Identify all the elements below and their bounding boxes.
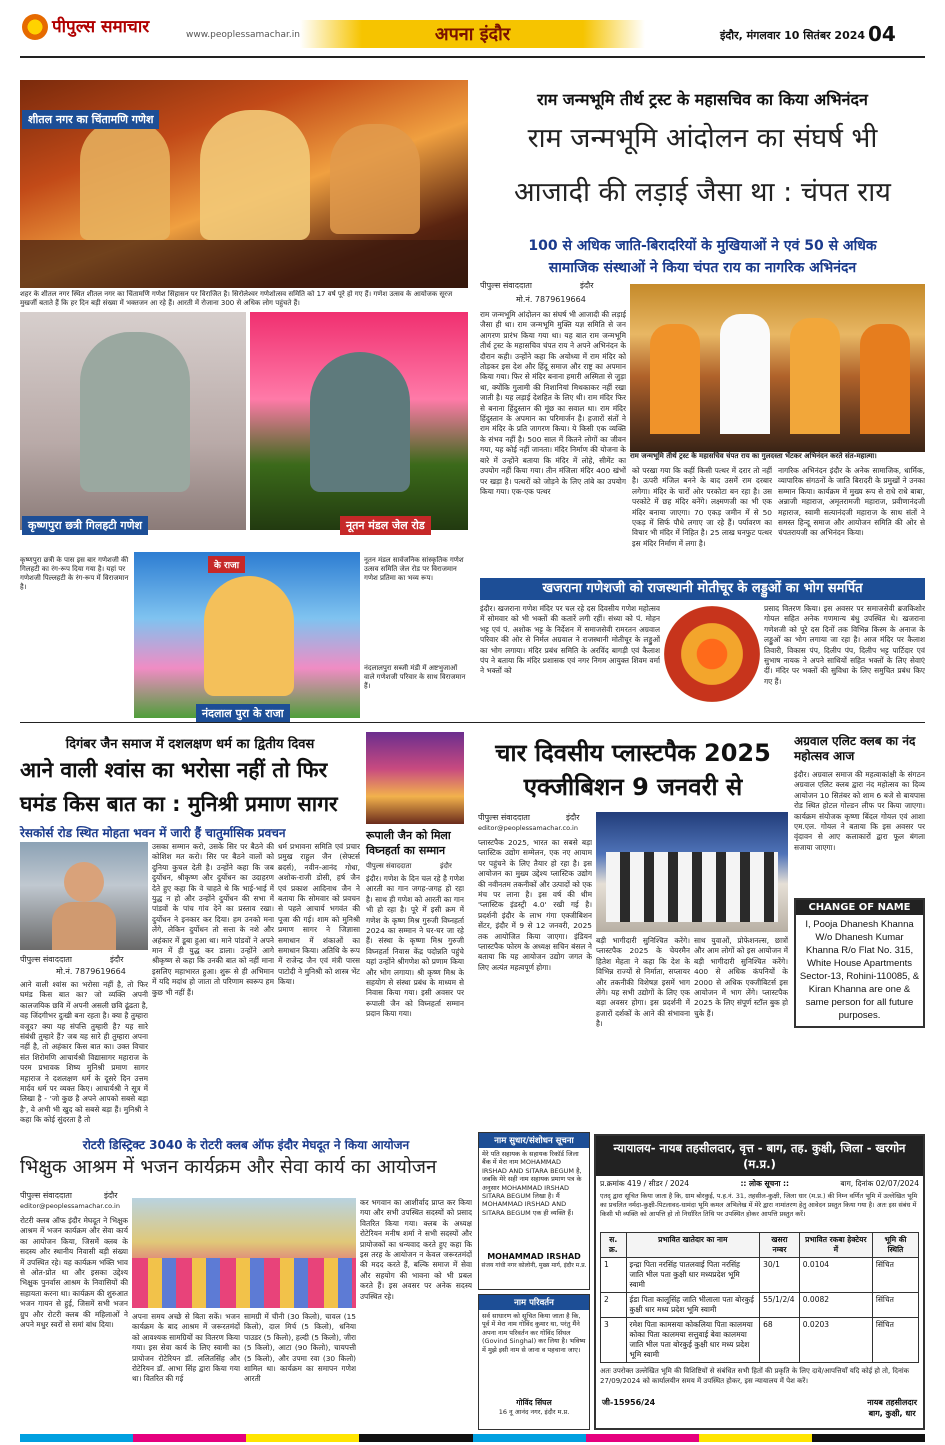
munishri-photo <box>20 842 148 950</box>
section-title: अपना इंदौर <box>434 24 511 45</box>
ram-headline-2: आजादी की लड़ाई जैसा था : चंपत राय <box>514 177 891 208</box>
rotary-headline: भिक्षुक आश्रम में भजन कार्यक्रम और सेवा कार्य का आयोजन <box>20 1156 437 1178</box>
court-notice <box>594 1134 925 1430</box>
section-rule <box>20 722 925 723</box>
rotary-kicker: रोटरी डिस्ट्रिक्ट 3040 के रोटरी क्लब ऑफ इंदौर मेघदूत ने किया आयोजन <box>82 1138 410 1152</box>
caption-nandlalpura: नंदलाल पुरा के राजा <box>196 704 290 723</box>
site-url[interactable]: www.peoplessamachar.in <box>186 30 300 40</box>
land-table-header-cell: खसरा नम्बर <box>760 1233 800 1258</box>
rotary-email[interactable]: editor@peoplessamachar.co.in <box>20 1202 120 1210</box>
table-row <box>601 1318 919 1363</box>
land-table-header-cell: स. क्र. <box>601 1233 627 1258</box>
jain-byline: पीपुल्स संवाददाता <box>20 955 72 964</box>
table-cell: 0.0104 <box>799 1258 872 1293</box>
plast-col-2: बड़ी भागीदारी सुनिश्चित करेंगे। प्लास्टपैक 2025 के चेयरमैन हितेश मेहता ने कहा कि देश के विभिन्न राज्यों से निर्माता, सप्लायर और तकनीकी विशेषज्ञ इसमें भाग लेंगे। यह सभी उद्योगों के लिए एक बड़ा अवसर होगा। इस प्रदर्शनी में हजारों दर्शकों के आने की संभावना है। <box>596 936 690 1029</box>
caption-krishnapura: कृष्णपुरा छत्री गिलहटी गणेश <box>22 516 148 535</box>
rotary-col-2: अपना समय अच्छे से बिता सकें। भजन कार्यक्रम के बाद आश्रम में जरूरतमंदों को आवश्यक सामग्रियों का वितरण किया गया। इस सेवा कार्य के लिए स्वामी का प्रायोजन रोटेरियन डॉ. ललितसिंह और रोटेरियन डॉ. आभा सिंह द्वारा किया गया था। वितरित की गई <box>132 1312 240 1384</box>
notice-title: नाम सुधार/संशोधन सूचना <box>479 1133 589 1148</box>
ram-city: इंदौर <box>580 281 594 290</box>
court-intro: एतद् द्वारा सूचित किया जाता है कि, ग्राम बोरकुई, प.ह.नं. 31, तहसील-कुक्षी, जिला धार (म.प्र.) की निम्न वर्णित भूमि में उल्लेखित भूमि का प्रचलित नर्मदा-कुक्षी-पिटलावद-धामंदा भूमि कमल अभिलेख में मेरे द्वारा नामांतरण हेतु आवेदन प्रस्तुत किया गया है। अतः इस संबंध में किसी भी व्यक्ति को आपत्ति हो तो निर्धारित तिथि पर उपस्थित होकर आपत्ति प्रस्तुत करें। <box>600 1192 918 1218</box>
ganesh-photo-krishnapura <box>20 312 246 530</box>
rotary-col-4: कर भगवान का आशीर्वाद प्राप्त कर किया गया और सभी उपस्थित सदस्यों को प्रसाद वितरित किया गया। क्लब के अध्यक्ष रोटेरियन मनीष शर्मा ने सभी सदस्यों और प्रायोजकों का धन्यवाद करते हुए कहा कि इस तरह के आयोजन न केवल जरूरतमंदों की मदद करते हैं, बल्कि समाज में सेवा और सहयोग की भावना को भी प्रबल करते हैं। इस अवसर पर अनेक सदस्य उपस्थित रहे। <box>360 1198 472 1301</box>
ram-sub-1: 100 से अधिक जाति-बिरादरियों के मुखियाओं ने एवं 50 से अधिक <box>528 238 877 254</box>
table-cell: सिंचित <box>872 1293 918 1318</box>
ram-kicker: राम जन्मभूमि तीर्थ ट्रस्ट के महासचिव का किया अभिनंदन <box>537 90 868 109</box>
jain-headline-2: घमंड किस बात का : मुनिश्री प्रमाण सागर <box>20 792 338 816</box>
table-cell: 3 <box>601 1318 627 1363</box>
jain-kicker: दिगंबर जैन समाज में दशलक्षण धर्म का द्वितीय दिवस <box>65 737 315 752</box>
change-of-name-title: CHANGE OF NAME <box>796 900 923 915</box>
rupali-city: इंदौर <box>440 862 452 870</box>
land-table-header <box>601 1233 919 1258</box>
jain-headline-1: आने वाली श्वांस का भरोसा नहीं तो फिर <box>20 758 328 782</box>
court-notice-label: :: लोक सूचना :: <box>740 1179 789 1188</box>
khajrana-col-2: प्रसाद वितरण किया। इस अवसर पर समाजसेवी ब्रजकिशोर गोयल सहित अनेक गणमान्य बंधु उपस्थित थे। खजराना गणेशजी को पूरे दस दिनों तक विभिन्न किस्म के अनाज के लड्डुओं का भोग लगाया जा रहा है। आज मंदिर पर कैलाश तिवारी, विकास पंप, दिलीप पंप, दिलीप भट्ट पार्टिदार एवं सुभाष नायक ने अपने साथियों सहित भक्तों के लिए सेवाएं दीं। मंदिर पर भक्तों की सुविधा के लिए समुचित प्रबंध किए गए हैं। <box>764 604 925 686</box>
table-cell: 2 <box>601 1293 627 1318</box>
ram-headline-1: राम जन्मभूमि आंदोलन का संघर्ष भी <box>527 123 878 154</box>
notice-body-2: सर्व साधारण को सूचित किया जाता है कि, पूर्व में मेरा नाम गोविंद कुमार था, परंतु मैंने अपना नाम परिवर्तन कर गोविंद सिंघल (Govind Singhal) कर लिया है। भविष्य में मुझे इसी नाम से जाना व पहचाना जाए। <box>482 1312 586 1354</box>
table-cell: इन्द्रा पिता नरसिंह पातलवाई पिता नरसिंह जाति भील पता कुक्षी धार मध्यप्रदेश भूमि स्वामी <box>626 1258 760 1293</box>
notice-addr: संजय गांधी नगर कोलोनी, मुख्य मार्ग, इंदौर म.प्र. <box>481 1262 587 1269</box>
table-row <box>601 1258 919 1293</box>
masthead <box>0 0 945 56</box>
table-cell: ईडा पिता कालूसिंह जाति भीलाला पता बोरकुई कुक्षी धार मध्य प्रदेश भूमि स्वामी <box>626 1293 760 1318</box>
rotary-col-3: सामग्री में चीनी (30 किलो), चावल (15 किलो), दाल मिर्च (5 किलो), धनिया पाउडर (5 किलो), हल्दी (5 किलो), जीरा (5 किलो), आटा (90 किलो), चायपत्ती (5 किलो), और उपमा रवा (30 किलो) शामिल था। कार्यक्रम का समापन गणेश आरती <box>244 1312 356 1384</box>
table-cell: 68 <box>760 1318 800 1363</box>
court-sign: नायब तहसीलदार <box>867 1398 917 1407</box>
table-cell: 0.0082 <box>799 1293 872 1318</box>
table-cell: सिंचित <box>872 1318 918 1363</box>
court-footer: अतः उपरोक्त उल्लेखित भूमि की विशिष्टियों से संबंधित सभी हितों की प्रकृति के लिए दावे/आपत्तियाँ यदि कोई हो तो, दिनांक 27/09/2024 को कार्यालयीन समय में उपस्थित होकर, इस न्यायालय में पेश करें। <box>600 1367 910 1385</box>
page-number: 04 <box>868 22 896 46</box>
rupali-title: रूपाली जैन को मिला विघ्नहर्ता का सम्मान <box>366 829 451 857</box>
ram-sub-2: सामाजिक संस्थाओं ने किया चंपत राय का नागरिक अभिनंदन <box>548 260 857 276</box>
rupali-photo <box>366 732 464 824</box>
table-cell: रमेश पिता कामसया कोकलिया पिता कालमया कोका पिता कालमया सत्तुवाई बेवा कालमया जाति भील पता बोरकुई कुक्षी धार मध्य प्रदेश भूमि स्वामी <box>626 1318 760 1363</box>
khajrana-ganesh-photo <box>664 606 760 702</box>
notice-name: MOHAMMAD IRSHAD <box>487 1252 581 1261</box>
name-change-notice <box>478 1294 590 1430</box>
change-of-name-box <box>794 898 925 1028</box>
plast-col-1: प्लास्टपैक 2025, भारत का सबसे बड़ा प्लास्टिक उद्योग सम्मेलन, एक नए आयाम पर पहुंचने के लिए तैयार हो रहा है। इस आयोजन का मुख्य उद्देश्य प्लास्टिक उद्योग की नवीनतम तकनीकों और उत्पादों को एक मंच पर लाना है। इस वर्ष की थीम 'प्लास्टिक इंडस्ट्री 4.0' रखी गई है। प्रदर्शनी इंदौर के लाभ गंगा एक्जीबिशन सेंटर, इंदौर में 9 से 12 जनवरी, 2025 तक आयोजित किया जाएगा। इंडियन प्लास्टपैक फोरम के अध्यक्ष सचिन बंसल ने बताया कि यह आयोजन उद्योग जगत के लिए अत्यंत महत्वपूर्ण होगा। <box>478 838 592 972</box>
land-table-header-cell: भूमि की स्थिति <box>872 1233 918 1258</box>
ram-byline: पीपुल्स संवाददाता <box>480 281 532 290</box>
khajrana-col-1: इंदौर। खजराना गणेश मंदिर पर चल रहे दस दिवसीय गणेश महोत्सव में सोमवार को भी भक्तों की कतारें लगी रहीं। संध्या को पं. मोहन भट्ट एवं पं. अशोक भट्ट के निर्देशन में समाजसेवी रामरतन अग्रवाल परिवार की ओर से निर्मल अग्रवाल ने राजस्थानी मोतीचूर के लड्डुओं का भोग लगाया। मंदिर प्रबंध समिति के अरविंद बागड़ी एवं कैलाश पंप ने बताया कि मंदिर प्रशासक एवं नगर निगम आयुक्त शिवम वर्मा ने भक्तों को <box>480 604 660 676</box>
caption-nutan-mandal: नूतन मंडल जेल रोड <box>340 516 431 535</box>
ram-col-3: नागरिक अभिनंदन इंदौर के अनेक सामाजिक, धार्मिक, व्यापारिक संगठनों के जाति बिरादरी के प्रमुखों ने उनका सम्मान किया। कार्यक्रम में मुख्य रूप से राधे राधे बाबा, अन्नाजी महाराज, अमृतरामजी महाराज, प्रवीणानंदजी महाराज, स्वामी सत्यानंदजी महाराज के साथ संतों ने समस्त हिन्दू समाज और आयोजन समिति की ओर से चंपतरायजी का अभिनंदन किया। <box>778 466 925 538</box>
table-cell: 55/1/2/4 <box>760 1293 800 1318</box>
notice-sign-addr: 16 नू आनंद नगर, इंदौर म.प्र. <box>498 1408 570 1416</box>
note-krishnapura: कृष्णपुरा छत्री के पास इस बार गणेशजी की गिलहटी का रंग-रूप दिया गया है। यहां पर गणेशजी पिल्लहटी के रंग-रूप में विराजमान है। <box>20 556 129 591</box>
court-date: बाग, दिनांक 02/07/2024 <box>840 1179 919 1188</box>
jain-col-1: आने वाली श्वांस का भरोसा नहीं है, तो फिर घमंड किस बात का? जो व्यक्ति अपनी कालजयिक छवि में अपनी असली छवि ढूंढता है, वह जिंदगीभर दुःखी बना रहता है। क्या है तुम्हारा वजूद? क्या यह संपत्ति तुम्हारी है? यह सारे संबंधी तुम्हारे हैं? जब यह सारे ही तुम्हारा अपना नहीं है, तो अहंकार किस बात का। उक्त विचार संत शिरोमणि आचार्यश्री विद्यासागर महाराज के परम प्रभावक शिष्य मुनिश्री प्रमाण सागर महाराज ने दशलक्षण धर्म के दूसरे दिन उत्तम मार्दव धर्म पर व्यक्त किए। आचार्यश्री ने सूत्र में लिखा है - 'जो कुछ है अपने आपको सबसे बड़ा है', वे अभी भी खुद को सबसे बड़ा हैं। मुनिश्री ने कहा कि कोई सुंदरता है तो <box>20 980 148 1125</box>
plast-email[interactable]: editor@peoplessamachar.co.in <box>478 824 578 832</box>
rotary-city: इंदौर <box>104 1191 118 1200</box>
ram-col-2: को परखा गया कि कहीं किसी पत्थर में दरार तो नहीं है। ऊपरी मंजिल बनने के बाद उसमें राम दरबार लगेगा। मंदिर के चारों ओर परकोटा बन रहा है। उस परकोटे में छह मंदिर बनेंगे। लक्ष्मणजी का भी एक मंदिर बनाया जाएगा। 70 एकड़ जमीन में से 50 एकड़ में सिर्फ पौधे लगाए जा रहे हैं। पर्यावरण का विचार भी मंदिर में निहित है। 25 लाख घनफुट पत्थर इस मंदिर निर्माण में लगा है। <box>632 466 772 548</box>
rotary-photo <box>132 1198 356 1308</box>
court-sign-2: बाग, कुक्षी, धार <box>868 1409 916 1418</box>
plast-headline-2: एक्जीबिशन 9 जनवरी से <box>523 773 743 801</box>
notice-title-2: नाम परिवर्तन <box>479 1295 589 1310</box>
jain-sub: रेसकोर्स रोड स्थित मोहता भवन में जारी हैं चातुर्मासिक प्रवचन <box>20 826 286 840</box>
header-rule <box>20 56 925 58</box>
jain-col-3: धर्म प्रभावना समिति एवं प्रचार प्रमुख राहुल जैन (सेफ्टर्स ब्रदर्स), नवीन-आनंद गोधा, अशोक-राजी डोसी, हर्ष जैन एवं प्रकाश आदिनाथ जैन ने बताया कि सोमवार को प्रवचन से पहले आचार्य भगवंत की पूजा की गई। शाम को मुनिश्री प्रमाण सागर ने जिज्ञासा समाधान में शंकाओं का समाधान किया। अतिथि के रूप में राजेन्द्र जैन एवं मंत्री पारस पाटोदी ने मुनिश्री को शास्त्र भेंट किया। <box>278 842 360 987</box>
land-table-header-cell: प्रभावित रकबा हेक्टेयर में <box>799 1233 872 1258</box>
table-cell: सिंचित <box>872 1258 918 1293</box>
plast-col-3: साथ युवाओं, प्रोफेशनल्स, छात्रों और आम लोगों को इस आयोजन में बड़ी भागीदारी सुनिश्चित करेंगे। 400 से अधिक कंपनियों के 2000 से अधिक एक्जीबिटर्स इस आयोजन में भाग लेंगे। प्लास्टपैक 2025 के लिए संपूर्ण स्टॉल बुक हो चुके हैं। <box>694 936 788 1018</box>
rupali-byline: पीपुल्स संवाददाता <box>366 862 412 870</box>
rotary-col-1: रोटरी क्लब ऑफ इंदौर मेघदूत ने भिक्षुक आश्रम में भजन कार्यक्रम और सेवा कार्य का आयोजन किया, जिसमें क्लब के सदस्य और स्थानीय निवासी बड़ी संख्या में उपस्थित रहे। यह कार्यक्रम भक्ति भाव से ओत-प्रोत था और इसका उद्देश्य भिक्षुक पुनर्वास आश्रम के निवासियों की सहायता करना था। कार्यक्रम की शुरुआत भजन गायन से हुई, जिसमें सभी भजन ग्रुप और रोटरी क्लब की महिलाओं ने अपने मधुर स्वरों से समां बांध दिया। <box>20 1216 128 1330</box>
jain-city: इंदौर <box>110 955 124 964</box>
agrawal-headline: अग्रवाल एलिट क्लब का नंद महोत्सव आज <box>794 734 916 763</box>
name-correction-notice <box>478 1132 590 1290</box>
ram-mobile: मो.नं. 7879619664 <box>516 295 586 304</box>
ram-photo <box>630 284 925 452</box>
land-table-header-cell: प्रभावित खातेदार का नाम <box>626 1233 760 1258</box>
plast-city: इंदौर <box>566 813 580 822</box>
rupali-col-1: इंदौर। गणेश के दिन चल रहे है गणेश आरती का गान जगह-जगह हो रहा है। साथ ही गणेश को आरती का गान भी हो रहा है। पूरे में इसी क्रम में गणेश के कृष्ण मिश्र गुरुजी विघ्नहर्ता 2024 का सम्मान ने घर-घर जा रहे हैं। संस्था के कृष्णा मिश्र गुरुजी विघ्नहर्ता निवास केंद्र पदोन्नति पहुंचे यहां उन्होंने श्रीगणेश को प्रणाम किया और भोग लगाया। श्री कृष्ण मिश्र के सहयोग से संस्था प्रबंध के माध्यम से निवास किया गया। इसी अवसर पर रूपाली जैन को विघ्नहर्ता सम्मान प्रदान किया गया। <box>366 874 464 1019</box>
table-cell: 30/1 <box>760 1258 800 1293</box>
sun-logo-icon <box>22 14 48 40</box>
note-nutan-mandal: नूतन मंडल सार्वजनिक सांस्कृतिक गणेश उत्सव समिति जेल रोड पर विराजमान गणेश प्रतिमा का भव्य रूप। <box>364 556 464 582</box>
khajrana-headline: खजराना गणेशजी को राजस्थानी मोतीचूर के लड्डुओं का भोग समर्पित <box>480 578 925 600</box>
court-title: न्यायालय- नायब तहसीलदार, वृत्त - बाग, तह. कुक्षी, जिला - खरगोन (म.प्र.) <box>596 1136 923 1176</box>
plast-photo <box>596 812 788 932</box>
notice-sign: गोविंद सिंघल <box>516 1398 552 1407</box>
change-of-name-body: I, Pooja Dhanesh Khanna W/o Dhanesh Kumar Khanna R/o Flat No. 315, White House Apartments Sector-13, Rohini-110085, & Kiran Khanna are one & same person for all future purposes. <box>799 919 920 1021</box>
caption-sheetal-nagar: शीतल नगर का चिंतामणि गणेश <box>22 110 159 129</box>
notice-body: मेरे पति सहायक के सहायक रिकॉर्ड जिला बैंक में मेरा नाम MOHAMMAD IRSHAD AND SITARA BEGUM है, जबकि मेरे सही नाम सहायक प्रमाण पत्र के अनुसार MOHAMMAD IRSHAD SITARA BEGUM लिखा है। मैं MOHAMMAD IRSHAD AND SITARA BEGUM एक ही व्यक्ति हैं। <box>482 1150 582 1217</box>
court-ref: जी-15956/24 <box>602 1398 656 1407</box>
ganesh-top-desc: शहर के शीतल नगर स्थित शीतल नगर का चिंतामणि गणेश सिंहासन पर विराजित है। सिरोलेश्वर गणेशोत्सव समिति को 17 वर्ष पूरे हो गए हैं। गणेश उत्सव के आयोजक सूरज मुखर्जी बताते हैं कि हर दिन बड़ी संख्या में भक्तजन आ रहे हैं। आरती में रोजाना 300 से अधिक लोग पहुंचते हैं। <box>20 290 453 307</box>
rotary-byline: पीपुल्स संवाददाता <box>20 1191 72 1200</box>
plast-byline: पीपुल्स संवाददाता <box>478 813 530 822</box>
tag-ke-raja: के राजा <box>208 556 245 573</box>
court-case-no: प्र.क्रमांक 419 / सीडर / 2024 <box>600 1179 690 1188</box>
ram-col-1: राम जन्मभूमि आंदोलन का संघर्ष भी आजादी की लड़ाई जैसा ही था। राम जन्मभूमि मुक्ति यज्ञ समिति से जन आगरण प्रारंभ किया गया था। यह बात राम जन्मभूमि तीर्थ ट्रस्ट के महासचिव चंपत राय ने अपने अभिनंदन के दौरान कही। उन्होंने कहा कि अयोध्या में राम मंदिर को तोड़कर इस देश और हिंदू समाज और राष्ट्र का अपमान किया गया। फिर से मंदिर बनाना हमारी अस्मिता से जुड़ा था, क्योंकि गुलामी की निशानियां मिथकाकर नहीं रखा जाती है। यह लड़ाई देशहित के लिए थी। राम मंदिर फिर से बनाना हिंदुस्तान की मूंछ का सवाल था। राम मंदिर हिंदुस्तान के अपमान का परिमार्जन है। हजारों संतों ने राम मंदिर के प्रति जागरण किया। ये किसी एक व्यक्ति के संभव नहीं है। 500 साल में कितने लोगों का जीवन गया, यह कोई नहीं जानता। मंदिर निर्माण की योजना के बारे में उन्होंने बताया कि मंदिर में लोहे, सीमेंट का उपयोग नहीं किया गया। तीन मंजिला मंदिर 400 खंभों पर खड़ा है। पत्थरों को जोड़ने के लिए तांबे का उपयोग किया गया। एक-एक पत्थर <box>480 310 626 496</box>
agrawal-body: इंदौर। अग्रवाल समाज की महत्वाकांक्षी के संगठन अग्रवाल एलिट क्लब द्वारा नंद महोत्सव का दिव्य आयोजन 10 सितंबर को शाम 6 बजे से बायपास रोड स्थित होटल गोल्डन लीफ पर किया जाएगा। कार्यक्रम संयोजक कृष्णा बिंदल गोयल एवं आशा एम.एल. गोयल ने बताया कि इस अवसर पर वृंदावन से आए कलाकारों द्वारा फूल बंगला सजाया जाएगा। <box>794 770 925 852</box>
newspaper-logo[interactable]: पीपुल्स समाचार <box>52 17 150 37</box>
table-cell: 0.0203 <box>799 1318 872 1363</box>
plast-headline-1: चार दिवसीय प्लास्टपैक 2025 <box>495 739 771 767</box>
table-row <box>601 1293 919 1318</box>
jain-mobile: मो.नं. 7879619664 <box>56 967 126 976</box>
color-registration-strip <box>20 1434 925 1442</box>
issue-date: इंदौर, मंगलवार 10 सितंबर 2024 <box>720 29 866 42</box>
ram-photo-caption: राम जन्मभूमि तीर्थ ट्रस्ट के महासचिव चंपत राय का गुलदस्ता भेंटकर अभिनंदन करते संत-महात्मा। <box>630 452 877 460</box>
table-cell: 1 <box>601 1258 627 1293</box>
ganesh-photo-nandlalpura <box>134 552 360 718</box>
note-nandlalpura: नंदलालपुरा सब्जी मंडी में अष्टभुजाओं वाले गणेशजी परिवार के साथ विराजमान हैं। <box>364 664 466 690</box>
land-table <box>600 1232 919 1363</box>
jain-col-2: उसका सम्मान करो, उसके सिर पर बैठने की कोशिश मत करो। सिर पर बैठने वालों को दुनिया कुचल देती है। उन्होंने कहा कि जब दुर्योधन, श्रीकृष्ण और दुर्योधन का उदाहरण देते हुए कहा कि वे चाहते थे कि भाई-भाई में युद्ध न हो और उन्होंने दुर्योधन की सभा में पांडवों के पांच गांव देने का प्रस्ताव रखा। दुर्योधन ने इनकार कर दिया। हम उनको मना लेंगे, लेकिन दुर्योधन तो सत्ता के नशे और अहंकार में डूबा हुआ था। माने पांडवों ने अपने मान में ही युद्ध कर डाला। उन्होंने आगे श्रीकृष्ण से कहा कि उनकी बात को नहीं माना इसलिए महाभारत हुआ। शुरू से ही अभिमान में यदि मदांध हो जाता तो परिणाम स्वरूप हम कुछ भी नहीं हैं। <box>152 842 274 997</box>
ganesh-photo-nutan-mandal <box>250 312 468 530</box>
